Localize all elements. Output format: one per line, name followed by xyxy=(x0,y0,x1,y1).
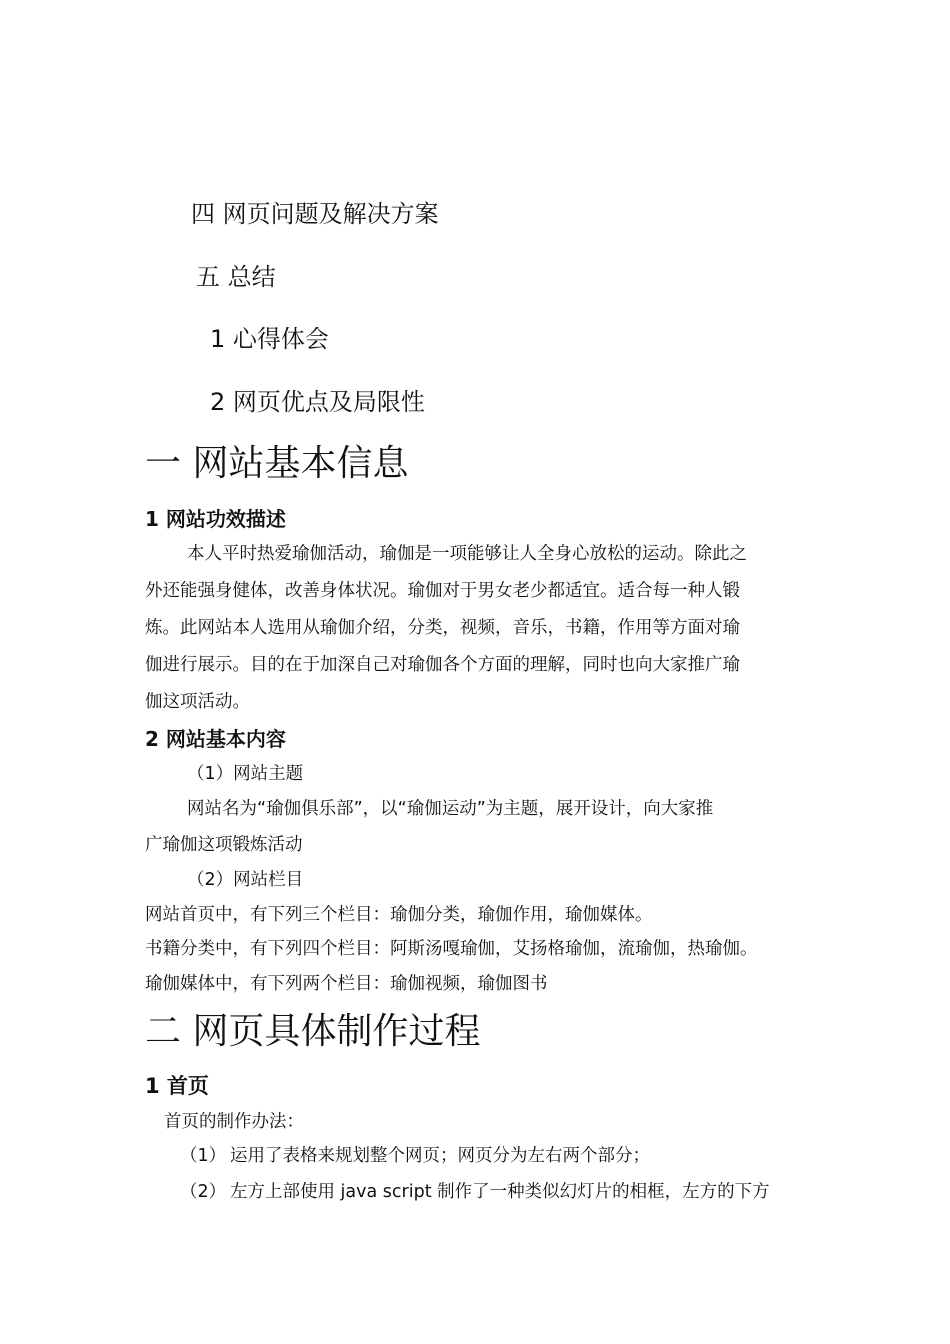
subsection-heading-content: 2 网站基本内容 xyxy=(145,727,286,751)
list-item-text: 左方上部使用 java script 制作了一种类似幻灯片的相框，左方的下方 xyxy=(230,1182,770,1202)
columns-line: 书籍分类中，有下列四个栏目：阿斯汤嘎瑜伽，艾扬格瑜伽，流瑜伽，热瑜伽。 xyxy=(145,939,758,959)
toc-item-problems: 四 网页问题及解决方案 xyxy=(191,200,439,228)
columns-line: 网站首页中，有下列三个栏目：瑜伽分类，瑜伽作用，瑜伽媒体。 xyxy=(145,905,653,925)
paragraph-line: 外还能强身健体，改善身体状况。瑜伽对于男女老少都适宜。适合每一种人锻 xyxy=(145,581,740,601)
list-item-number: （2） xyxy=(180,1182,227,1202)
toc-item-summary: 五 总结 xyxy=(196,263,276,291)
list-item-text: 运用了表格来规划整个网页；网页分为左右两个部分； xyxy=(230,1146,650,1166)
paragraph-line: 炼。此网站本人选用从瑜伽介绍，分类，视频，音乐，书籍，作用等方面对瑜 xyxy=(145,618,740,638)
paragraph-line: 本人平时热爱瑜伽活动，瑜伽是一项能够让人全身心放松的运动。除此之 xyxy=(187,544,747,564)
paragraph-line: 网站名为“瑜伽俱乐部”，以“瑜伽运动”为主题，展开设计，向大家推 xyxy=(187,799,714,819)
toc-item-advantages: 2 网页优点及局限性 xyxy=(210,388,425,416)
columns-line: 瑜伽媒体中，有下列两个栏目：瑜伽视频，瑜伽图书 xyxy=(145,974,548,994)
item-label-columns: （2）网站栏目 xyxy=(187,870,304,890)
subsection-heading-homepage: 1 首页 xyxy=(145,1074,209,1098)
item-label-theme: （1）网站主题 xyxy=(187,764,304,784)
paragraph-line: 伽进行展示。目的在于加深自己对瑜伽各个方面的理解，同时也向大家推广瑜 xyxy=(145,655,740,675)
paragraph-line: 伽这项活动。 xyxy=(145,692,250,712)
subsection-heading-function: 1 网站功效描述 xyxy=(145,507,286,531)
paragraph-line: 广瑜伽这项锻炼活动 xyxy=(145,835,303,855)
list-item-number: （1） xyxy=(180,1146,227,1166)
section-title-basic-info: 一 网站基本信息 xyxy=(145,443,409,484)
section-title-production: 二 网页具体制作过程 xyxy=(145,1011,481,1052)
homepage-intro: 首页的制作办法： xyxy=(164,1112,304,1132)
toc-item-experience: 1 心得体会 xyxy=(210,325,329,353)
